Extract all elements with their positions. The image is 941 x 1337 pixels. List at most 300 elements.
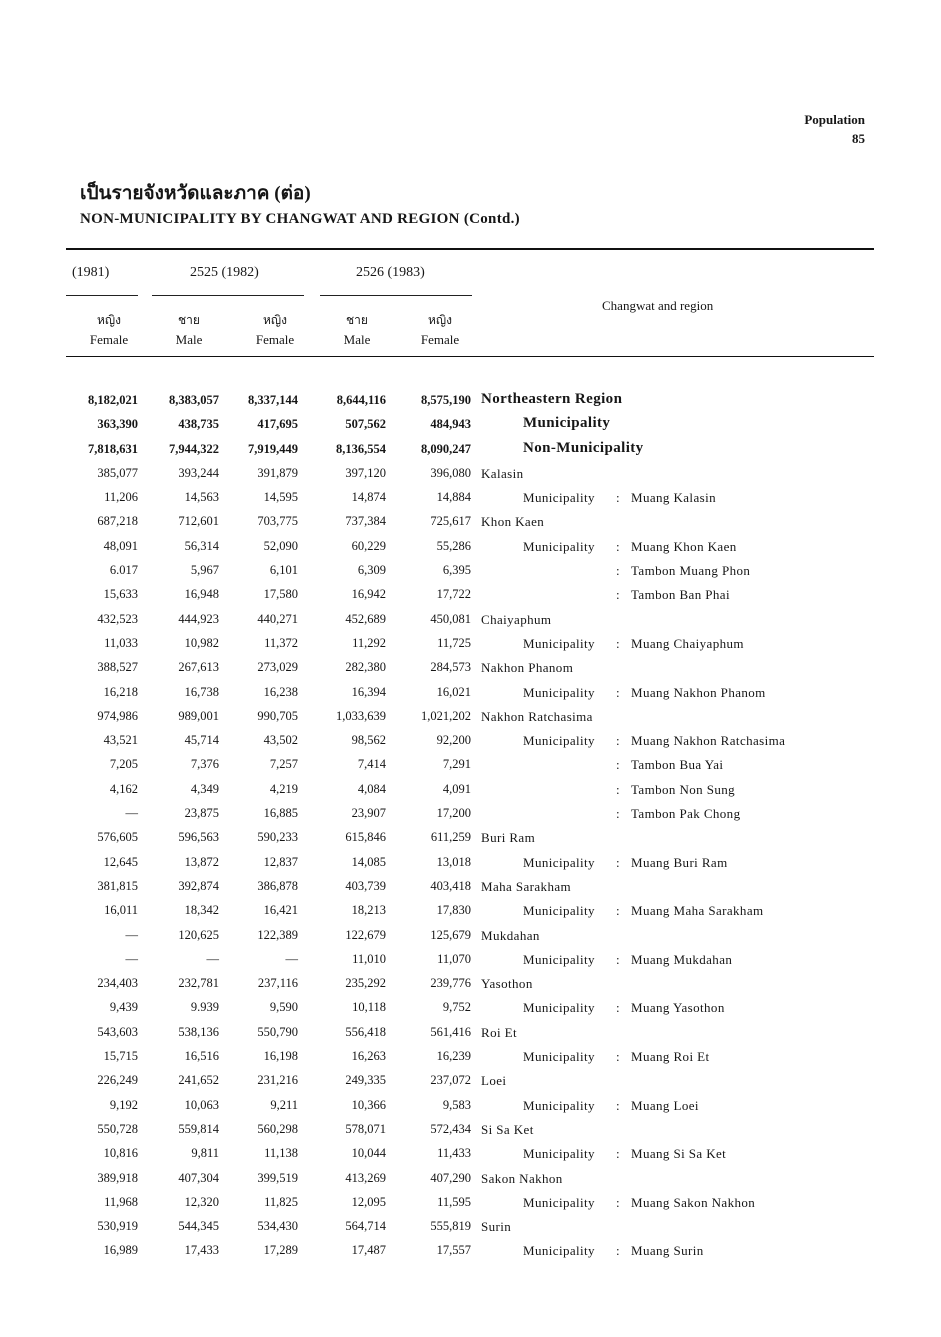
table-cell-value: 16,263 bbox=[351, 1049, 386, 1064]
table-row bbox=[0, 876, 941, 900]
changwat-name: Yasothon bbox=[481, 976, 533, 992]
table-cell-value: 11,033 bbox=[104, 635, 138, 650]
row-separator: : bbox=[616, 854, 620, 870]
table-cell-value: 122,679 bbox=[345, 927, 386, 942]
table-cell-value: 388,527 bbox=[97, 660, 138, 675]
table-cell-value: 543,603 bbox=[97, 1024, 138, 1039]
table-cell-value: 267,613 bbox=[178, 660, 219, 675]
table-cell-value: 507,562 bbox=[345, 417, 386, 432]
table-cell-value: — bbox=[125, 806, 138, 821]
row-separator: : bbox=[616, 781, 620, 797]
table-cell-value: 16,239 bbox=[436, 1049, 471, 1064]
table-row bbox=[0, 560, 941, 584]
changwat-name: Khon Kaen bbox=[481, 514, 545, 530]
table-row bbox=[0, 997, 941, 1021]
place-name: Muang Si Sa Ket bbox=[631, 1146, 727, 1162]
table-cell-value: 43,502 bbox=[263, 733, 298, 748]
table-cell-value: 440,271 bbox=[257, 611, 298, 626]
table-row bbox=[0, 827, 941, 851]
table-cell-value: 484,943 bbox=[430, 417, 471, 432]
table-cell-value: 9,439 bbox=[109, 1000, 138, 1015]
table-cell-value: 8,644,116 bbox=[336, 393, 386, 407]
municipality-label: Municipality bbox=[523, 1097, 595, 1113]
table-cell-value: 576,605 bbox=[97, 830, 138, 845]
table-cell-value: 391,879 bbox=[257, 465, 298, 480]
table-cell-value: 399,519 bbox=[257, 1170, 298, 1185]
page-number: 85 bbox=[852, 131, 865, 146]
table-cell-value: 450,081 bbox=[430, 611, 471, 626]
table-cell-value: 56,314 bbox=[184, 538, 219, 553]
table-cell-value: 10,063 bbox=[184, 1097, 219, 1112]
table-cell-value: 615,846 bbox=[345, 830, 386, 845]
table-cell-value: 18,342 bbox=[184, 903, 219, 918]
table-cell-value: 235,292 bbox=[345, 976, 386, 991]
table-cell-value: 1,033,639 bbox=[336, 708, 386, 723]
table-cell-value: 4,091 bbox=[442, 781, 471, 796]
municipality-label: Municipality bbox=[523, 684, 595, 700]
table-cell-value: 564,714 bbox=[345, 1219, 386, 1234]
changwat-name: Northeastern Region bbox=[481, 391, 623, 407]
place-name: Muang Maha Sarakham bbox=[631, 903, 764, 919]
table-cell-value: 596,563 bbox=[178, 830, 219, 845]
table-cell-value: 23,907 bbox=[351, 806, 386, 821]
col-thai-label: ชาย bbox=[178, 313, 200, 327]
table-cell-value: 7,944,322 bbox=[169, 441, 219, 456]
table-cell-value: 11,292 bbox=[352, 635, 386, 650]
table-cell-value: 12,320 bbox=[184, 1194, 219, 1209]
table-cell-value: 232,781 bbox=[178, 976, 219, 991]
table-cell-value: 611,259 bbox=[430, 830, 471, 845]
table-cell-value: 226,249 bbox=[97, 1073, 138, 1088]
table-cell-value: 9,192 bbox=[109, 1097, 138, 1112]
place-name: Tambon Muang Phon bbox=[631, 563, 751, 579]
table-cell-value: 11,010 bbox=[352, 951, 386, 966]
table-cell-value: 544,345 bbox=[178, 1219, 219, 1234]
table-cell-value: 237,072 bbox=[430, 1073, 471, 1088]
table-row bbox=[0, 657, 941, 681]
table-cell-value: 12,095 bbox=[351, 1194, 386, 1209]
table-cell-value: 15,633 bbox=[103, 587, 138, 602]
table-row bbox=[0, 536, 941, 560]
row-separator: : bbox=[616, 1000, 620, 1016]
table-row bbox=[0, 439, 941, 463]
table-cell-value: — bbox=[206, 951, 219, 966]
table-cell-value: 7,291 bbox=[442, 757, 471, 772]
table-row bbox=[0, 584, 941, 608]
table-row bbox=[0, 511, 941, 535]
table-row bbox=[0, 1095, 941, 1119]
table-row bbox=[0, 1143, 941, 1167]
table-cell-value: 550,728 bbox=[97, 1121, 138, 1136]
table-cell-value: 92,200 bbox=[436, 733, 471, 748]
table-cell-value: 241,652 bbox=[178, 1073, 219, 1088]
table-cell-value: 10,118 bbox=[352, 1000, 386, 1015]
table-cell-value: 16,942 bbox=[351, 587, 386, 602]
row-separator: : bbox=[616, 806, 620, 822]
table-cell-value: 122,389 bbox=[257, 927, 298, 942]
table-cell-value: 7,205 bbox=[109, 757, 138, 772]
place-name: Tambon Bua Yai bbox=[631, 757, 724, 773]
table-cell-value: 9,752 bbox=[442, 1000, 471, 1015]
table-top-rule bbox=[66, 248, 874, 250]
table-cell-value: 8,136,554 bbox=[336, 441, 386, 456]
municipality-label: Municipality bbox=[523, 1146, 595, 1162]
table-row bbox=[0, 949, 941, 973]
table-cell-value: 4,219 bbox=[269, 781, 298, 796]
table-row bbox=[0, 779, 941, 803]
table-cell-value: 11,372 bbox=[264, 635, 298, 650]
year-1983-heading: 2526 (1983) bbox=[356, 265, 425, 280]
table-cell-value: 11,070 bbox=[437, 951, 471, 966]
place-name: Muang Sakon Nakhon bbox=[631, 1194, 756, 1210]
table-cell-value: 11,968 bbox=[104, 1194, 138, 1209]
row-separator: : bbox=[616, 1097, 620, 1113]
table-cell-value: 234,403 bbox=[97, 976, 138, 991]
header-bottom-rule bbox=[66, 356, 874, 357]
table-cell-value: 10,044 bbox=[351, 1146, 386, 1161]
table-cell-value: 386,878 bbox=[257, 878, 298, 893]
table-row bbox=[0, 390, 941, 414]
table-row bbox=[0, 682, 941, 706]
municipality-label: Municipality bbox=[523, 1194, 595, 1210]
table-cell-value: 17,557 bbox=[436, 1243, 471, 1258]
table-cell-value: 15,715 bbox=[103, 1049, 138, 1064]
table-cell-value: 17,433 bbox=[184, 1243, 219, 1258]
changwat-name: Nakhon Ratchasima bbox=[481, 708, 593, 724]
table-cell-value: 403,418 bbox=[430, 878, 471, 893]
table-cell-value: 6,101 bbox=[269, 563, 298, 578]
col-label: Male bbox=[175, 332, 203, 347]
table-cell-value: 11,138 bbox=[264, 1146, 298, 1161]
table-cell-value: 55,286 bbox=[436, 538, 471, 553]
table-cell-value: 432,523 bbox=[97, 611, 138, 626]
table-cell-value: 9,811 bbox=[191, 1146, 219, 1161]
table-cell-value: 417,695 bbox=[257, 417, 298, 432]
table-cell-value: 397,120 bbox=[345, 465, 386, 480]
table-cell-value: 231,216 bbox=[257, 1073, 298, 1088]
table-cell-value: 578,071 bbox=[345, 1121, 386, 1136]
region-column-heading: Changwat and region bbox=[602, 298, 714, 313]
row-separator: : bbox=[616, 684, 620, 700]
changwat-name: Si Sa Ket bbox=[481, 1121, 534, 1137]
table-cell-value: 98,562 bbox=[351, 733, 386, 748]
table-cell-value: 16,738 bbox=[184, 684, 219, 699]
table-row bbox=[0, 1119, 941, 1143]
english-title: NON-MUNICIPALITY BY CHANGWAT AND REGION (Contd.) bbox=[80, 211, 520, 227]
table-cell-value: 385,077 bbox=[97, 465, 138, 480]
col-female-1983 bbox=[403, 310, 477, 350]
table-cell-value: — bbox=[125, 927, 138, 942]
table-cell-value: 687,218 bbox=[97, 514, 138, 529]
table-cell-value: 438,735 bbox=[178, 417, 219, 432]
table-cell-value: 16,198 bbox=[263, 1049, 298, 1064]
municipality-label: Municipality bbox=[523, 538, 595, 554]
table-row bbox=[0, 754, 941, 778]
table-cell-value: 538,136 bbox=[178, 1024, 219, 1039]
table-cell-value: 396,080 bbox=[430, 465, 471, 480]
row-separator: : bbox=[616, 1243, 620, 1259]
changwat-name: Chaiyaphum bbox=[481, 611, 552, 627]
place-name: Muang Chaiyaphum bbox=[631, 635, 744, 651]
year-1982-heading: 2525 (1982) bbox=[190, 265, 259, 280]
table-row bbox=[0, 803, 941, 827]
table-cell-value: 550,790 bbox=[257, 1024, 298, 1039]
table-row bbox=[0, 1070, 941, 1094]
year-1983-rule bbox=[320, 295, 472, 296]
table-cell-value: 11,595 bbox=[437, 1194, 471, 1209]
table-cell-value: 11,206 bbox=[104, 490, 138, 505]
table-row bbox=[0, 609, 941, 633]
table-cell-value: 556,418 bbox=[345, 1024, 386, 1039]
table-row bbox=[0, 852, 941, 876]
municipality-label: Municipality bbox=[523, 1243, 595, 1259]
table-cell-value: 120,625 bbox=[178, 927, 219, 942]
table-cell-value: 237,116 bbox=[257, 976, 298, 991]
changwat-name: Loei bbox=[481, 1073, 507, 1089]
municipality-label: Municipality bbox=[523, 951, 595, 967]
table-cell-value: 381,815 bbox=[97, 878, 138, 893]
changwat-name: Surin bbox=[481, 1219, 512, 1235]
table-cell-value: 16,989 bbox=[103, 1243, 138, 1258]
table-row bbox=[0, 1240, 941, 1264]
place-name: Muang Buri Ram bbox=[631, 854, 728, 870]
changwat-name: Nakhon Phanom bbox=[481, 660, 574, 676]
table-cell-value: 17,722 bbox=[436, 587, 471, 602]
municipality-label: Municipality bbox=[523, 1049, 595, 1065]
table-cell-value: 392,874 bbox=[178, 878, 219, 893]
changwat-name: Maha Sarakham bbox=[481, 878, 572, 894]
table-cell-value: 14,884 bbox=[436, 490, 471, 505]
changwat-name: Mukdahan bbox=[481, 927, 540, 943]
table-row bbox=[0, 463, 941, 487]
place-name: Tambon Ban Phai bbox=[631, 587, 730, 603]
year-1981-rule bbox=[66, 295, 138, 296]
table-cell-value: 48,091 bbox=[103, 538, 138, 553]
table-cell-value: 16,011 bbox=[104, 903, 138, 918]
table-row bbox=[0, 706, 941, 730]
table-cell-value: 18,213 bbox=[351, 903, 386, 918]
table-body bbox=[0, 390, 941, 1265]
table-cell-value: 389,918 bbox=[97, 1170, 138, 1185]
table-cell-value: 13,018 bbox=[436, 854, 471, 869]
row-separator: : bbox=[616, 587, 620, 603]
table-cell-value: 45,714 bbox=[184, 733, 219, 748]
table-cell-value: 5,967 bbox=[190, 563, 219, 578]
col-thai-label: หญิง bbox=[428, 313, 452, 327]
table-cell-value: 444,923 bbox=[178, 611, 219, 626]
changwat-name: Kalasin bbox=[481, 465, 524, 481]
table-cell-value: 23,875 bbox=[184, 806, 219, 821]
col-thai-label: หญิง bbox=[263, 313, 287, 327]
table-cell-value: 559,814 bbox=[178, 1121, 219, 1136]
table-cell-value: 17,580 bbox=[263, 587, 298, 602]
place-name: Tambon Pak Chong bbox=[631, 806, 741, 822]
table-cell-value: 8,337,144 bbox=[248, 393, 298, 407]
table-cell-value: 6.017 bbox=[109, 563, 138, 578]
table-cell-value: 363,390 bbox=[97, 417, 138, 432]
table-cell-value: 10,982 bbox=[184, 635, 219, 650]
place-name: Muang Roi Et bbox=[631, 1049, 710, 1065]
table-cell-value: 16,516 bbox=[184, 1049, 219, 1064]
region-subtotal-label: Non-Municipality bbox=[523, 439, 644, 456]
place-name: Muang Khon Kaen bbox=[631, 538, 737, 554]
table-cell-value: 572,434 bbox=[430, 1121, 471, 1136]
table-cell-value: 9.939 bbox=[190, 1000, 219, 1015]
table-cell-value: 273,029 bbox=[257, 660, 298, 675]
table-row bbox=[0, 973, 941, 997]
table-cell-value: 14,595 bbox=[263, 490, 298, 505]
table-cell-value: 16,948 bbox=[184, 587, 219, 602]
col-label: Female bbox=[420, 332, 460, 347]
table-cell-value: 11,433 bbox=[437, 1146, 471, 1161]
table-row bbox=[0, 730, 941, 754]
row-separator: : bbox=[616, 757, 620, 773]
row-separator: : bbox=[616, 733, 620, 749]
table-cell-value: 989,001 bbox=[178, 708, 219, 723]
col-label: Male bbox=[343, 332, 371, 347]
table-cell-value: 14,085 bbox=[351, 854, 386, 869]
municipality-label: Municipality bbox=[523, 635, 595, 651]
row-separator: : bbox=[616, 538, 620, 554]
table-cell-value: 17,289 bbox=[263, 1243, 298, 1258]
table-cell-value: 10,816 bbox=[103, 1146, 138, 1161]
col-thai-label: ชาย bbox=[346, 313, 368, 327]
place-name: Tambon Non Sung bbox=[631, 781, 736, 797]
table-cell-value: 16,218 bbox=[103, 684, 138, 699]
municipality-label: Municipality bbox=[523, 854, 595, 870]
table-cell-value: 284,573 bbox=[430, 660, 471, 675]
col-female-1982 bbox=[238, 310, 312, 350]
place-name: Muang Loei bbox=[631, 1097, 699, 1113]
table-row bbox=[0, 900, 941, 924]
table-cell-value: 13,872 bbox=[184, 854, 219, 869]
page-header bbox=[804, 110, 865, 148]
row-separator: : bbox=[616, 1049, 620, 1065]
table-cell-value: 407,290 bbox=[430, 1170, 471, 1185]
table-cell-value: 4,349 bbox=[190, 781, 219, 796]
table-cell-value: 7,919,449 bbox=[248, 441, 298, 456]
col-thai-label: หญิง bbox=[97, 313, 121, 327]
table-cell-value: 561,416 bbox=[430, 1024, 471, 1039]
table-cell-value: 7,414 bbox=[357, 757, 386, 772]
table-cell-value: 8,383,057 bbox=[169, 393, 219, 407]
table-cell-value: 12,645 bbox=[103, 854, 138, 869]
year-1981-heading: (1981) bbox=[72, 265, 110, 280]
col-male-1983 bbox=[320, 310, 394, 350]
place-name: Muang Mukdahan bbox=[631, 951, 733, 967]
table-cell-value: 7,376 bbox=[190, 757, 219, 772]
changwat-name: Buri Ram bbox=[481, 830, 536, 846]
row-separator: : bbox=[616, 903, 620, 919]
table-cell-value: 11,825 bbox=[264, 1194, 298, 1209]
changwat-name: Roi Et bbox=[481, 1024, 517, 1040]
place-name: Muang Nakhon Phanom bbox=[631, 684, 766, 700]
row-separator: : bbox=[616, 490, 620, 506]
table-cell-value: 393,244 bbox=[178, 465, 219, 480]
table-cell-value: 9,583 bbox=[442, 1097, 471, 1112]
table-cell-value: 737,384 bbox=[345, 514, 386, 529]
table-row bbox=[0, 1022, 941, 1046]
table-cell-value: 16,021 bbox=[436, 684, 471, 699]
table-cell-value: 712,601 bbox=[178, 514, 219, 529]
table-cell-value: — bbox=[125, 951, 138, 966]
thai-title: เป็นรายจังหวัดและภาค (ต่อ) bbox=[80, 183, 311, 204]
table-cell-value: 9,211 bbox=[270, 1097, 298, 1112]
table-row bbox=[0, 925, 941, 949]
table-cell-value: 17,830 bbox=[436, 903, 471, 918]
table-row bbox=[0, 1192, 941, 1216]
table-cell-value: 239,776 bbox=[430, 976, 471, 991]
table-cell-value: 16,394 bbox=[351, 684, 386, 699]
changwat-name: Sakon Nakhon bbox=[481, 1170, 563, 1186]
table-cell-value: 403,739 bbox=[345, 878, 386, 893]
table-cell-value: 590,233 bbox=[257, 830, 298, 845]
table-cell-value: 7,257 bbox=[269, 757, 298, 772]
table-cell-value: 1,021,202 bbox=[421, 708, 471, 723]
place-name: Muang Yasothon bbox=[631, 1000, 725, 1016]
municipality-label: Municipality bbox=[523, 733, 595, 749]
table-cell-value: 703,775 bbox=[257, 514, 298, 529]
table-cell-value: 6,309 bbox=[357, 563, 386, 578]
place-name: Muang Kalasin bbox=[631, 490, 716, 506]
municipality-label: Municipality bbox=[523, 903, 595, 919]
table-cell-value: — bbox=[285, 951, 298, 966]
table-cell-value: 413,269 bbox=[345, 1170, 386, 1185]
table-cell-value: 8,182,021 bbox=[88, 393, 138, 407]
row-separator: : bbox=[616, 1146, 620, 1162]
year-1982-rule bbox=[152, 295, 304, 296]
table-cell-value: 282,380 bbox=[345, 660, 386, 675]
table-cell-value: 249,335 bbox=[345, 1073, 386, 1088]
section-label: Population bbox=[804, 112, 865, 127]
region-subtotal-label: Municipality bbox=[523, 415, 611, 432]
table-cell-value: 16,421 bbox=[263, 903, 298, 918]
col-label: Female bbox=[89, 332, 129, 347]
row-separator: : bbox=[616, 563, 620, 579]
municipality-label: Municipality bbox=[523, 1000, 595, 1016]
place-name: Muang Surin bbox=[631, 1243, 704, 1259]
table-cell-value: 555,819 bbox=[430, 1219, 471, 1234]
table-cell-value: 407,304 bbox=[178, 1170, 219, 1185]
table-cell-value: 990,705 bbox=[257, 708, 298, 723]
table-row bbox=[0, 414, 941, 438]
table-row bbox=[0, 1216, 941, 1240]
table-cell-value: 10,366 bbox=[351, 1097, 386, 1112]
table-cell-value: 125,679 bbox=[430, 927, 471, 942]
table-cell-value: 17,487 bbox=[351, 1243, 386, 1258]
table-cell-value: 14,563 bbox=[184, 490, 219, 505]
table-cell-value: 17,200 bbox=[436, 806, 471, 821]
table-row bbox=[0, 487, 941, 511]
row-separator: : bbox=[616, 635, 620, 651]
table-cell-value: 8,090,247 bbox=[421, 441, 471, 456]
table-cell-value: 725,617 bbox=[430, 514, 471, 529]
table-cell-value: 974,986 bbox=[97, 708, 138, 723]
table-cell-value: 9,590 bbox=[269, 1000, 298, 1015]
table-cell-value: 11,725 bbox=[437, 635, 471, 650]
table-cell-value: 560,298 bbox=[257, 1121, 298, 1136]
col-male-1982 bbox=[152, 310, 226, 350]
table-cell-value: 16,885 bbox=[263, 806, 298, 821]
table-cell-value: 14,874 bbox=[351, 490, 386, 505]
row-separator: : bbox=[616, 951, 620, 967]
table-row bbox=[0, 1046, 941, 1070]
municipality-label: Municipality bbox=[523, 490, 595, 506]
table-row bbox=[0, 633, 941, 657]
table-cell-value: 4,084 bbox=[357, 781, 386, 796]
table-cell-value: 4,162 bbox=[109, 781, 138, 796]
table-cell-value: 43,521 bbox=[103, 733, 138, 748]
